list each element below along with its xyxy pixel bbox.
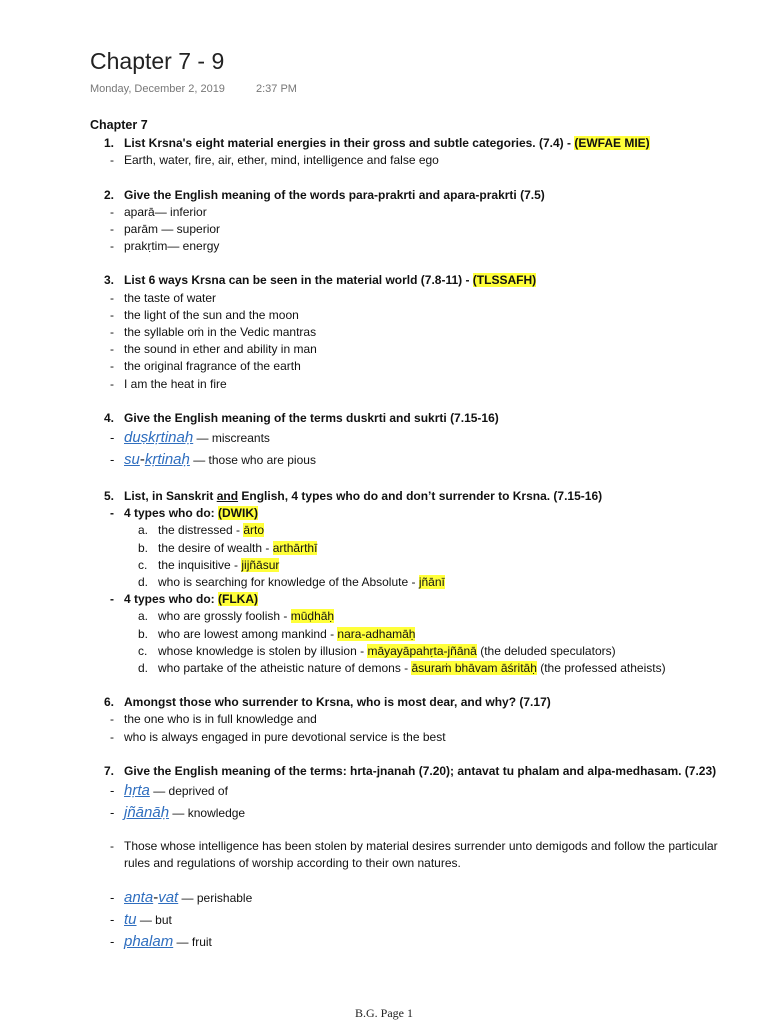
sublist-item	[90, 557, 740, 574]
sanskrit-term-highlight: jijñāsur	[241, 557, 280, 572]
note-time: 2:37 PM	[256, 83, 297, 95]
sanskrit-term-link[interactable]: jñānāḥ	[124, 804, 170, 822]
sanskrit-term-link[interactable]: phalam	[124, 932, 174, 950]
answer-paragraph: Those whose intelligence has been stolen by material desires surrender unto demigods and follow the particular rules and regulations of worship according to their own natures.	[124, 839, 718, 871]
list-item: - the syllable oṁ in the Vedic mantras	[110, 325, 317, 340]
question-text	[90, 763, 740, 780]
page-title: Chapter 7 - 9	[90, 48, 225, 74]
question-number: 2.	[104, 187, 115, 202]
page-footer: B.G. Page 1	[355, 1006, 413, 1020]
definition-text: — knowledge	[169, 806, 246, 821]
answer-text: the light of the sun and the moon	[124, 307, 299, 322]
sublist-letter: d.	[138, 575, 149, 590]
sanskrit-term-link[interactable]: duṣkṛtinaḥ	[124, 429, 194, 447]
answer-text: who is always engaged in pure devotional service is the best	[124, 729, 446, 744]
question-prompt: List, in Sanskrit	[124, 489, 217, 504]
question-text	[90, 135, 740, 152]
question-2	[90, 187, 740, 256]
list-item: - anta-vat — perishable	[110, 888, 253, 906]
definition-text: — deprived of	[149, 784, 228, 799]
question-prompt-underlined: and	[216, 489, 239, 504]
question-number: 4.	[104, 410, 115, 425]
list-item: - who is always engaged in pure devotional service is the best	[110, 729, 446, 744]
definition-text: — fruit	[173, 934, 212, 949]
sublist-letter: a.	[138, 523, 149, 538]
answer-text: the original fragrance of the earth	[124, 359, 301, 374]
sanskrit-term-link[interactable]: hṛta	[124, 782, 150, 800]
sublist-letter: a.	[138, 609, 149, 624]
question-7	[90, 763, 740, 953]
sublist-text: whose knowledge is stolen by illusion -	[158, 643, 368, 658]
sublist-letter: b.	[138, 626, 149, 641]
question-number: 6.	[104, 695, 115, 710]
list-item: - I am the heat in fire	[110, 376, 227, 391]
answer-text: the taste of water	[124, 290, 217, 305]
question-4	[90, 410, 740, 471]
sanskrit-term-highlight: mūḍhāḥ	[290, 609, 335, 624]
sublist-item	[90, 540, 740, 557]
sublist-letter: c.	[138, 643, 148, 658]
question-text	[90, 187, 740, 204]
list-item: - parām — superior	[110, 222, 221, 237]
list-item: - the original fragrance of the earth	[110, 359, 301, 374]
list-item: - phalam — fruit	[110, 932, 212, 950]
question-prompt: Give the English meaning of the words para-prakrti and apara-prakrti (7.5)	[124, 187, 545, 202]
list-item: - Those whose intelligence has been stolen by material desires surrender unto demigods and follow the particular rules and regulations of worship according to their own natures.	[110, 839, 718, 871]
sublist-letter: c.	[138, 557, 148, 572]
note-date: Monday, December 2, 2019	[90, 83, 225, 95]
list-item: - hṛta — deprived of	[110, 782, 228, 800]
definition-text: — miscreants	[193, 431, 270, 446]
answer-text: the sound in ether and ability in man	[124, 342, 317, 357]
question-number: 1.	[104, 136, 115, 151]
list-item: - the taste of water	[110, 290, 217, 305]
definition-text: — perishable	[178, 890, 253, 905]
sublist-item	[90, 574, 740, 591]
question-number: 3.	[104, 273, 115, 288]
sanskrit-term-highlight: nara-adhamāḥ	[337, 626, 416, 641]
sanskrit-term-highlight: arthārthī	[272, 540, 318, 555]
question-prompt: List Krsna's eight material energies in their gross and subtle categories. (7.4) -	[124, 136, 575, 151]
list-item: - jñānāḥ — knowledge	[110, 804, 246, 822]
mnemonic-highlight: (TLSSAFH)	[472, 273, 537, 288]
sublist-item	[90, 626, 740, 643]
question-text	[90, 694, 740, 711]
answer-text: I am the heat in fire	[124, 376, 227, 391]
question-number: 5.	[104, 489, 115, 504]
question-prompt: Give the English meaning of the terms duskrti and sukrti (7.15-16)	[124, 410, 499, 425]
answer-text: parām — superior	[124, 222, 221, 237]
definition-text: — those who are pious	[189, 453, 316, 468]
sanskrit-term-link[interactable]: tu	[124, 910, 137, 928]
group-label: 4 types who do:	[124, 592, 219, 607]
sublist-letter: b.	[138, 540, 149, 555]
sanskrit-term-highlight: māyayāpahṛta-jñānā	[367, 643, 477, 658]
question-6	[90, 694, 740, 746]
question-prompt: English, 4 types who do and don’t surrender to Krsna. (7.15-16)	[238, 489, 603, 504]
list-item: - duṣkṛtinaḥ — miscreants	[110, 429, 270, 447]
sublist-surrender	[90, 522, 740, 591]
question-text	[90, 488, 740, 505]
sanskrit-term-link[interactable]: kṛtinaḥ	[144, 451, 190, 469]
note-body[interactable]	[90, 117, 740, 953]
sublist-item	[90, 643, 740, 660]
chapter-heading: Chapter 7	[90, 118, 148, 132]
sublist-item	[90, 660, 740, 677]
mnemonic-highlight: (EWFAE MIE)	[574, 136, 650, 151]
list-item: - aparā— inferior	[110, 204, 207, 219]
sanskrit-term-highlight: jñānī	[418, 575, 445, 590]
list-item: - tu — but	[110, 910, 172, 928]
definition-text: — but	[136, 912, 172, 927]
sublist-item	[90, 522, 740, 539]
question-3	[90, 272, 740, 392]
question-text	[90, 410, 740, 427]
sublist-non-surrender	[90, 608, 740, 677]
sublist-text: the inquisitive -	[158, 557, 242, 572]
sanskrit-term-link[interactable]: su	[124, 451, 140, 469]
mnemonic-highlight: (DWIK)	[218, 506, 258, 521]
sublist-note: (the professed atheists)	[536, 661, 666, 676]
sublist-letter: d.	[138, 661, 149, 676]
answer-text: the syllable oṁ in the Vedic mantras	[124, 325, 317, 340]
sublist-text: who is searching for knowledge of the Absolute -	[158, 575, 419, 590]
sanskrit-term-link[interactable]: vat	[158, 888, 179, 906]
sanskrit-term-highlight: ārto	[243, 523, 265, 538]
list-item: - 4 types who do: (DWIK)	[110, 506, 258, 521]
sublist-text: who partake of the atheistic nature of demons -	[158, 661, 412, 676]
list-item: - Earth, water, fire, air, ether, mind, intelligence and false ego	[110, 153, 439, 168]
question-1	[90, 135, 740, 169]
question-text	[90, 272, 740, 289]
sublist-note: (the deluded speculators)	[476, 643, 616, 658]
question-prompt: Amongst those who surrender to Krsna, who is most dear, and why? (7.17)	[124, 695, 551, 710]
question-prompt: Give the English meaning of the terms: hrta-jnanah (7.20); antavat tu phalam and alpa-medhasam. (7.23)	[124, 763, 717, 778]
group-label: 4 types who do:	[124, 506, 219, 521]
list-item: - 4 types who do: (FLKA)	[110, 592, 258, 607]
sublist-item	[90, 608, 740, 625]
answer-text: the one who is in full knowledge and	[124, 712, 317, 727]
list-item: - the light of the sun and the moon	[110, 307, 299, 322]
question-prompt: List 6 ways Krsna can be seen in the material world (7.8-11) -	[124, 273, 473, 288]
question-5	[90, 488, 740, 677]
sublist-text: the distressed -	[158, 523, 244, 538]
answer-text: Earth, water, fire, air, ether, mind, intelligence and false ego	[124, 153, 439, 168]
list-item: - the one who is in full knowledge and	[110, 712, 317, 727]
sanskrit-term-highlight: āsuraṁ bhāvam āśritāḥ	[411, 661, 537, 676]
list-item: - prakṛtim— energy	[110, 239, 220, 254]
sublist-text: who are lowest among mankind -	[158, 626, 338, 641]
mnemonic-highlight: (FLKA)	[218, 592, 258, 607]
answer-text: aparā— inferior	[124, 204, 207, 219]
list-item: - the sound in ether and ability in man	[110, 342, 317, 357]
sublist-text: the desire of wealth -	[158, 540, 273, 555]
list-item: - su-kṛtinaḥ — those who are pious	[110, 451, 316, 469]
sanskrit-term-link[interactable]: anta	[124, 888, 154, 906]
answer-text: prakṛtim— energy	[124, 239, 220, 254]
sublist-text: who are grossly foolish -	[158, 609, 291, 624]
question-number: 7.	[104, 763, 115, 778]
